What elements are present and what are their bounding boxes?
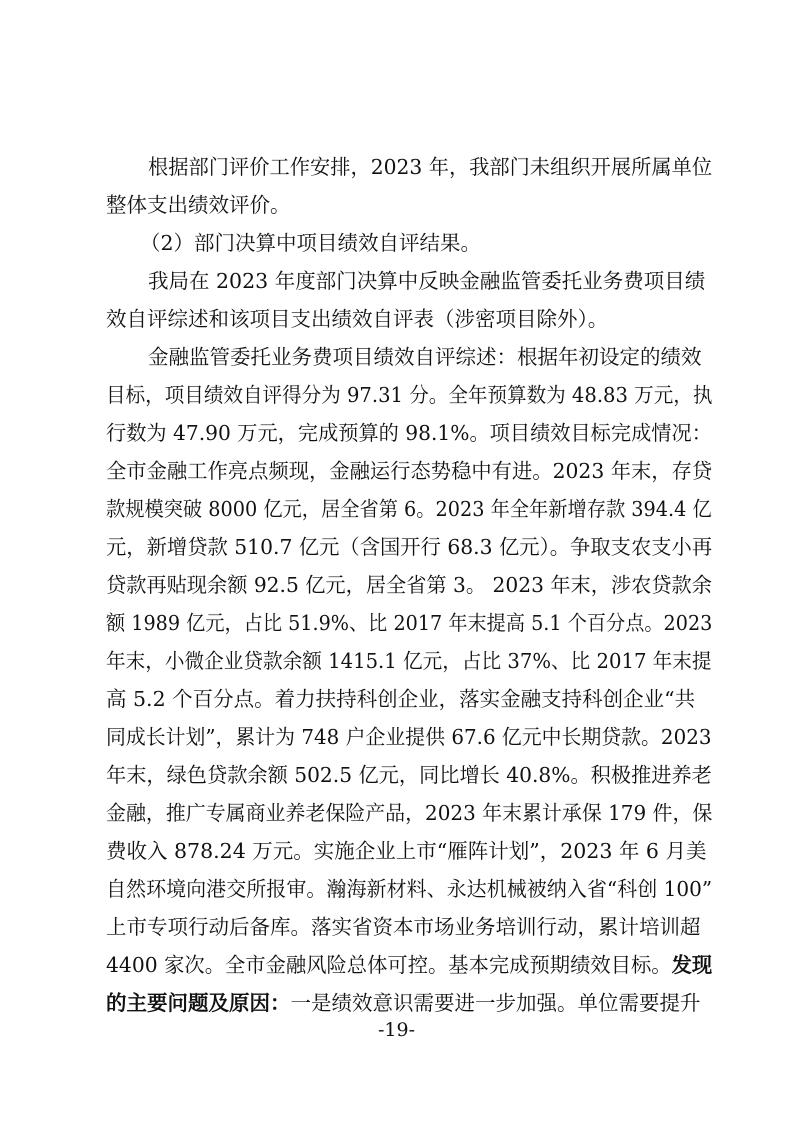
- line-text: 自然环境向港交所报审。瀚海新材料、永达机械被纳入省“科创 100”: [106, 877, 713, 901]
- line-text: 贷款再贴现余额 92.5 亿元，居全省第 3。 2023 年末，涉农贷款余: [106, 573, 712, 597]
- line-text: 目标，项目绩效自评得分为 97.31 分。全年预算数为 48.83 万元，执: [106, 383, 713, 407]
- paragraph-line: [0, 378, 793, 412]
- line-text-plain: 一是绩效意识需要进一步加强。单位需要提升: [290, 991, 701, 1015]
- line-text: [106, 948, 712, 982]
- line-text: 高 5.2 个百分点。着力扶持科创企业，落实金融支持科创企业“共: [106, 687, 696, 711]
- bold-phrase-end: 的主要问题及原因：: [106, 991, 291, 1015]
- paragraph-line: [0, 568, 793, 602]
- line-text: 费收入 878.24 万元。实施企业上市“雁阵计划”，2023 年 6 月美: [106, 839, 707, 863]
- line-text: 行数为 47.90 万元，完成预算的 98.1%。项目绩效目标完成情况：: [106, 421, 712, 445]
- line-text: 上市专项行动后备库。落实省资本市场业务培训行动，累计培训超: [106, 915, 701, 939]
- heading-text: （2）部门决算中项目绩效自评结果。: [140, 231, 482, 255]
- paragraph-line: [0, 758, 793, 792]
- line-text: 全市金融工作亮点频现，金融运行态势稳中有进。2023 年末，存贷: [106, 459, 713, 483]
- paragraph-line: [0, 948, 793, 982]
- paragraph-line: [0, 682, 793, 716]
- paragraph-line: [0, 188, 793, 222]
- paragraph-line: [0, 796, 793, 830]
- line-text: 根据部门评价工作安排，2023 年，我部门未组织开展所属单位: [148, 155, 713, 179]
- bold-phrase-start: 发现: [671, 953, 713, 977]
- line-text: 年末，小微企业贷款余额 1415.1 亿元，占比 37%、比 2017 年末提: [106, 649, 712, 673]
- line-text: 元，新增贷款 510.7 亿元（含国开行 68.3 亿元）。争取支农支小再: [106, 535, 713, 559]
- paragraph-line: [0, 454, 793, 488]
- line-text: 整体支出绩效评价。: [106, 193, 291, 217]
- paragraph-line: [0, 492, 793, 526]
- paragraph-line: [0, 834, 793, 868]
- line-text: 我局在 2023 年度部门决算中反映金融监管委托业务费项目绩: [148, 269, 706, 293]
- page-number: -19-: [377, 1019, 416, 1041]
- paragraph-line: [0, 606, 793, 640]
- line-text: 款规模突破 8000 亿元，居全省第 6。2023 年全年新增存款 394.4 亿: [106, 497, 712, 521]
- paragraph-line: [0, 872, 793, 906]
- paragraph-line: [0, 302, 793, 336]
- line-text: 金融，推广专属商业养老保险产品，2023 年末累计承保 179 件，保: [106, 801, 713, 825]
- line-text: 年末，绿色贷款余额 502.5 亿元，同比增长 40.8%。积极推进养老: [106, 763, 712, 787]
- paragraph-line: [0, 910, 793, 944]
- line-text-plain: 4400 家次。全市金融风险总体可控。基本完成预期绩效目标。: [106, 953, 672, 977]
- line-text: 额 1989 亿元，占比 51.9%、比 2017 年末提高 5.1 个百分点。2023: [106, 611, 713, 635]
- paragraph-line: [0, 150, 793, 184]
- line-text: 金融监管委托业务费项目绩效自评综述：根据年初设定的绩效: [148, 345, 702, 369]
- paragraph-line: [0, 720, 793, 754]
- line-text: 同成长计划”，累计为 748 户企业提供 67.6 亿元中长期贷款。2023: [106, 725, 712, 749]
- paragraph-line: [0, 644, 793, 678]
- section-heading: [0, 226, 793, 260]
- line-text: 效自评综述和该项目支出绩效自评表（涉密项目除外）。: [106, 307, 609, 331]
- paragraph-line: [0, 264, 793, 298]
- paragraph-line: [0, 340, 793, 374]
- paragraph-line: [0, 530, 793, 564]
- paragraph-line: [0, 416, 793, 450]
